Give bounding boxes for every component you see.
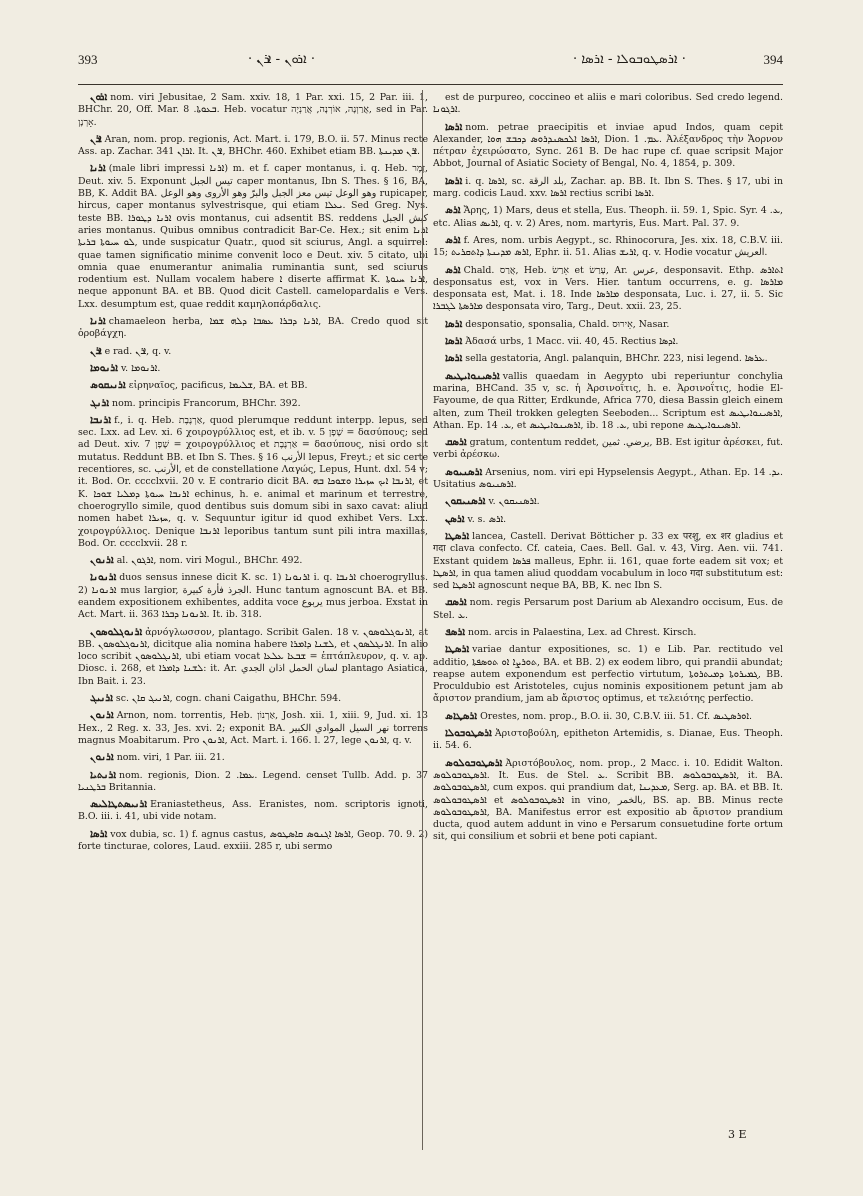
entry-text: Arsenius, nom. viri epi Hypselensis Aegypt., Athan. Ep. ܝܕ. 14. Usitatius ܐܪܣܢܝܘܣ.	[433, 466, 783, 491]
dictionary-entry	[78, 134, 428, 159]
dictionary-entry	[433, 437, 783, 462]
right-column	[433, 92, 783, 1152]
entry-headword: ܐܪܣܛܐܣ	[445, 710, 478, 722]
dictionary-entry	[433, 644, 783, 705]
dictionary-entry	[78, 92, 428, 129]
dictionary-entry	[78, 316, 428, 341]
dictionary-entry	[433, 92, 783, 117]
entry-headword: ܐܪܣ	[445, 205, 461, 217]
page-header	[78, 52, 783, 84]
entry-headword: ܐܪܣ	[445, 234, 461, 246]
dictionary-entry	[433, 514, 783, 526]
entry-text: Ἀριστόβουλος, nom. prop., 2 Macc. i. 10. Edidit Walton. ܐܪܣܛܘܒܘܠܘܣ. It. Eus. de Stel. ܥ. Scribit BB. ܐܪܣܛܘܒܘܠܘܣ, it. BA. ܐܪܣܛܘܒܘܠܘܣ, cum expos. qui prandium dat, ܡܥܕܝܢܐ, Serg. ap. BA. et BB. It. ܐܪܣܛܘܒܘܠܘܣ et ܐܪܣܛܘܒܘܠܘܣ in vino, بالخمر, BS. ap. BB. Minus recte ܐܪܣܛܘܒܘܠܘܣ, BA. Manifestus error est expositio ab ἄριστον prandium ducta, quod autem addunt in vino e Persarum consuetudine forte ortum sit, qui consilium et sobrii et bene poti capiant.	[433, 757, 783, 843]
dictionary-entry	[78, 398, 428, 410]
entry-text: (male libri impressi ܐܪܢܐ) m. et f. caper montanus, i. q. Heb. זֶמֶר, Deut. xiv. 5. Exponunt تيس الجبل caper montanus, Ibn S. Thes. § 16, BA, BB, K. Addit BA. وهو الوعل تيس معز الجبل والبرّ وهو الأروى وهو الوعل rupicaper, hircus, caper montanus sylvestrisque, qui etiam ܝܥܠܐ. Sed Greg. Nys. teste BB. ܐܪܢܐ ܕܛܘܪܐ ovis montanus, cui adsentit BS. reddens كبش الجبل aries montanus. Quibus omnibus contradicit Bar-Ce. Hex.; sit enim ܐܪܢܐ ܠܘ ܚܝܘܬܐ ܒܪܝܬܐ, unde suspicatur Quatr., quod sit sciurus, Angl. a squirrel: quae tamen significatio minime convenit loco e Deut. xiv. 5 citato, ubi omnia quae enumerantur animalia ruminantia sunt, sed sciurus rodentium est. Nullam vocalem habere ܐ diserte affirmat K. ܐܪܢܐ ܚܝܘܬܐ, neque apponunt BA. et BB. Quod dicit Castell. camelopardalis e Vers. Lxx. desumptum est, quae reddit καμηλοπάρδαλις.	[78, 163, 428, 310]
entry-text: nom. regis Persarum post Darium ab Alexandro occisum, Eus. de Stel. ܥ.	[433, 597, 783, 621]
dictionary-entry	[78, 415, 428, 550]
right-page-number: 394	[763, 52, 783, 67]
entry-text: desponsatio, sponsalia, Chald. אֵירוּס, Nasar.	[465, 318, 670, 330]
left-running-head: · ܐܪܘܢ - ܐܪܢ ·	[248, 52, 315, 67]
entry-text: e rad. ܐܪܢ, q. v.	[104, 345, 172, 357]
entry-headword: ܐܪܣ	[445, 264, 461, 276]
entry-headword: ܐܪܢܓ	[90, 397, 110, 409]
entry-headword: ܐܪܢܒܐ	[90, 414, 112, 426]
entry-text: sc. ܐܪܢܝܓ ܩܐܢ, cogn. chani Caigathu, BHChr. 594.	[115, 693, 342, 705]
dictionary-entry	[433, 627, 783, 639]
entry-text: f., i. q. Heb. אַרְנֶבֶת, quod plerumque reddunt interpp. lepus, sed sec. Lxx. ad Lev. xi. 6 χοιρογρύλλιος est, et ib. v. 5 שָׁפָן = δασύπους; sed ad Deut. xiv. 7 שָׁפָן = χοιρογρύλλιος et אַרְנֶבֶת = δασύπους, nisi ordo sit mutatus. Reddunt BB. et Ibn S. Thes. § 16 الأرنب lepus, Freyt.; et sic certe recentiores, sc. الأرنب, et de constellatione Λαγώς, Lepus, Hunt. dxl. 54 v; it. Bod. Or. cccclxvii. 20 v. E contrario dicit BA. ܐܪܢܒܐ ܐܝܟ ܚܙܝܪܐ ܘܫܘܟܐ ܒܗ, et K. ܐܪܢܒܐ ܚܝܘܬܐ ܕܡܠܝܐ ܫܘܟܐ echinus, h. e. animal et marinum et terrestre, choerogryllo simile, quod dentibus suis domum sibi in saxo cavat: aliud nomen habet ܚܙܝܪܐ, q. v. Sequuntur igitur id quod exhibet Vers. Lxx. χοιρογρύλλιος. Denique ܐܪܢܒܐ leporibus tantum sunt pili intra maxillas, Bod. Or. cccclxvii. 28 r.	[78, 414, 428, 549]
dictionary-entry	[78, 346, 428, 358]
dictionary-entry	[433, 758, 783, 844]
dictionary-entry	[78, 770, 428, 795]
entry-text: Aran, nom. prop. regionis, Act. Mart. i. 179, B.O. ii. 57. Minus recte Ass. ap. Zachar. 341 ܐܪܐܢ. It. ܐܪܢ, BHChr. 460. Exhibet etiam BB. ܐܪܢ ܡܕܝܢܬܐ.	[78, 133, 428, 158]
entry-text: lancea, Castell. Derivat Bötticher p. 33 ex परशु, ex शर gladius et गदा clava confecto. Cf. cateia, Caes. Bell. Gal. v. 43, Virg. Aen. vii. 741. Exstant quidem ܦܪܣܐ malleus, Ephr. ii. 161, quae forte eadem sit vox; et ܐܪܣܛܐ, in qua tamen aliud quoddam vocabulum in loco गदा substitutum est: sed ܐܪܣܛܐ agnoscunt neque BA, BB, K. nec Ibn S.	[433, 530, 783, 592]
entry-text: v. ܐܪܣܢܝܩܘܢ.	[488, 496, 540, 508]
dictionary-entry	[78, 163, 428, 311]
dictionary-entry	[78, 363, 428, 375]
entry-text: εἰρηναῖος, pacificus, ܫܠܝܡܐ, BA. et BB.	[128, 380, 308, 392]
entry-headword: ܐܪܣܝܢܘܐܝܛܝܣ	[445, 370, 500, 382]
signature-mark: 3 E	[728, 1128, 747, 1141]
entry-text: Orestes, nom. prop., B.O. ii. 30, C.B.V. iii. 51. Cf. ܐܘܪܣܛܝܣ.	[480, 710, 753, 722]
dictionary-entry	[78, 710, 428, 747]
entry-headword: ܐܪܣܢܝܘܣ	[445, 466, 483, 478]
entry-text: nom. regionis, Dion. ܥܡܐ. 2. Legend. censet Tullb. Add. p. 37 ܒܪܛܢܝܐ Britannia.	[78, 769, 428, 793]
dictionary-entry	[433, 336, 783, 348]
entry-text: vallis quaedam in Aegypto ubi reperiuntur conchylia marina, BHCand. 35 v, sc. ἡ Ἀρσινοΐτις, h. e. Ἀρσινοΐτις, hodie El-Fayoume, de qua Ritter, Erdkunde, Africa 770, diesa Bassin gleich einem alten, zum Theil trokken gelegten Seeboden... Scriptum est ܐܪܣܝܢܘܐܝܛܝܣ, Athan. Ep. ܥ. 14, et ܐܪܣܝܢܘܐܝܛܝܣ, ib. ܥ. 18, ubi repone ܐܪܣܝܢܘܐܝܛܝܣ.	[433, 370, 783, 431]
entry-headword: ܐܪܢܐ	[90, 316, 106, 328]
dictionary-entry	[433, 265, 783, 314]
dictionary-entry	[78, 555, 428, 567]
dictionary-entry	[433, 371, 783, 432]
dictionary-entry	[433, 205, 783, 230]
entry-headword: ܐܪܢ	[90, 345, 102, 357]
entry-text: Eraniastetheus, Ass. Eranistes, nom. scriptoris ignoti, B.O. iii. i. 41, ubi vide notam.	[78, 799, 428, 823]
entry-headword: ܐܪܣܩ	[445, 437, 467, 449]
entry-text: chamaeleon herba, ܐܪܢܐ ܕܒܪܐ ܥܣܒܐ ܕܠܗ ܫܡܐ, BA. Credo quod sit ὀροβάγχη.	[78, 316, 428, 340]
dictionary-entry	[433, 467, 783, 492]
entry-text: f. Ares, nom. urbis Aegypt., sc. Rhinocorura, Jes. xix. 18, C.B.V. iii. 15; ܐܪܣ ܡܕܝܢܬܐ ܕܐܬܩܪܝܬ, Ephr. ii. 51. Alias ܐܪܝܫ, q. v. Hodie vocatur العريش.	[433, 234, 783, 259]
entry-text: est de purpureo, coccineo et aliis e mari coloribus. Sed credo legend. ܐܪܓܘܢܐ.	[433, 92, 783, 116]
entry-text: vox dubia, sc. 1) f. agnus castus, ܐܪܣܐ ܐܓܢܘܣ ܩܐܣܛܘܣ, Geop. 70. 9. 2) forte tincturae, colores, Laud. exxiii. 285 r, ubi sermo	[78, 828, 428, 853]
entry-headword: ܐܪܣܐ	[445, 175, 463, 187]
entry-text: nom. principis Francorum, BHChr. 392.	[112, 397, 301, 409]
entry-headword: ܐܪܣܦ	[445, 626, 466, 638]
header-rule	[78, 84, 783, 85]
entry-text: v. ܐܪܢܘܡܐ.	[120, 362, 161, 374]
dictionary-entry	[78, 829, 428, 854]
entry-headword: ܐܪܣܐ	[445, 353, 463, 365]
dictionary-entry	[433, 353, 783, 365]
column-divider	[422, 90, 423, 1150]
entry-text: duos sensus innese dicit K. sc. 1) ܐܪܢܘܢܐ i. q. ܐܪܢܒܐ choerogryllus. 2) ܐܪܢܘܢܐ mus largior, الجرذ فأرة كبيرة. Hunc tantum agnoscunt BA. et BB. eandem expositionem exhibentes, addita voce يربوع mus jerboa. Exstat in Act. Mart. ii. 363 ܐܪܢܘܢܐ ܕܒܪܐ. It. ib. 318.	[78, 572, 428, 621]
entry-headword: ܐܪܣܛܐ	[445, 530, 470, 542]
entry-headword: ܐܪܣܛܘܒܘܠܘܣ	[445, 757, 503, 769]
entry-text: nom. petrae praecipitis et inviae apud Indos, quam cepit Alexander, ܐܪܣܐ ܐܠܟܣܢܕܪܘܣ ܕܟܒܫ ܗܘܐ, Dion. ܥܡ. 1. Ἀλέξανδρος τὴν Ἄορνον πέτραν ἐχειρώσατο, Sync. 261 B. De hac rupe cf. quae scripsit Major Abbot, Journal of Asiatic Society of Bengal, No. 4, 1854, p. 309.	[433, 121, 783, 170]
entry-headword: ܐܪܢ	[90, 133, 102, 145]
entry-text: Chald. אֲרַס, Heb. אֵרַשׂ et עָרַשׂ, Ar. عرس, desponsavit. Ethp. ܐܬܐܪܣ desponsatus est, vox in Vers. Hier. tantum occurrens, e. g. ܡܐܪܣܐ desponsata est, Mat. i. 18. Inde ܡܐܪܣܐ desponsata, Luc. i. 27, ii. 5. Sic ܡܐܪܣܬܐ ܠܓܒܪܐ desponsata viro, Targ., Deut. xxii. 23, 25.	[433, 264, 783, 313]
dictionary-entry	[433, 728, 783, 753]
entry-text: Arnon, nom. torrentis, Heb. אַרְנוֹן, Josh. xii. 1, xiii. 9, Jud. xi. 13 Hex., 2 Reg. x. 33, Jes. xvi. 2; exponit BA. نهر السيل الموادي الكبير torrens magnus Moabitarum. Pro ܐܪܢܘܢ, Act. Mart. i. 166. l. 27, lege ܐܪܢܘܢ, q. v.	[78, 710, 428, 746]
entry-headword: ܐܪܢܘܢ	[90, 752, 114, 764]
entry-text: Ἀδασά urbs, 1 Macc. vii. 40, 45. Rectius ܐܕܣܐ.	[465, 336, 679, 348]
entry-headword: ܐܪܢܘܢ	[90, 710, 114, 722]
entry-headword: ܐܪܢܬܝܐ	[90, 769, 117, 781]
dictionary-entry	[433, 176, 783, 201]
right-running-head: · ܐܪܣܛܘܒܘܠܐ - ܐܪܣܐ ·	[573, 52, 686, 67]
entry-text: v. s. ܐܪܣ.	[467, 513, 507, 525]
dictionary-entry	[433, 597, 783, 622]
entry-headword: ܐܪܢܝܩܘܣ	[90, 380, 126, 392]
entry-headword: ܐܪܢܐ	[90, 163, 106, 175]
entry-text: Ἄρης, 1) Mars, deus et stella, Eus. Theoph. ii. 59. 1, Spic. Syr. ܥ. 4, etc. Alias ܐܪܝܣ, q. v. 2) Ares, nom. martyris, Eus. Mart. Pal. 37. 9.	[433, 205, 783, 229]
entry-headword: ܐܪܣܛܘܒܘܠܐ	[445, 728, 492, 740]
dictionary-entry	[78, 752, 428, 764]
dictionary-entry	[433, 235, 783, 260]
entry-text: Ἀριστοβούλη, epitheton Artemidis, s. Dianae, Eus. Theoph. ii. 54. 6.	[433, 728, 783, 752]
entry-headword: ܐܪܣܢ	[445, 513, 465, 525]
entry-headword: ܐܪܣܛܐ	[445, 644, 470, 656]
dictionary-entry	[78, 380, 428, 392]
entry-headword: ܐܪܢܝܣܬܛܐܠܝܣ	[90, 799, 148, 811]
dictionary-entry	[433, 122, 783, 171]
entry-headword: ܐܪܣܐ	[445, 336, 463, 348]
entry-headword: ܐܪܢܝܓ	[90, 693, 113, 705]
entry-text: nom. arcis in Palaestina, Lex. ad Chrest. Kirsch.	[468, 626, 697, 638]
entry-headword: ܐܪܘܢ	[90, 92, 108, 103]
entry-headword: ܐܪܣܩ	[445, 597, 467, 609]
entry-headword: ܐܪܢܘܢܐ	[90, 572, 117, 584]
dictionary-entry	[433, 531, 783, 592]
entry-text: ἀρνόγλωσσον, plantago. Scribit Galen. 18 v. ܐܪܢܘܓܠܘܣܘܢ, at BB. ܐܪܢܘܓܠܘܣܘܢ, dicitque alia nomina habere ܠܫܢܐ ܕܐܡܪܐ, et ܐܪܢܓܠܣܘܢ. In alio loco scribit ܐܪܢܓܠܘܣܘܢ, ubi etiam vocat ܫܒܥܐ ܥܠܥܐ = ἑπτάπλευρον, q. v. ap. Diosc. i. 268, et ܠܫܢܐ ܕܐܡܪܐ: it. Ar. لسان الحمل اذان الجدي plantago Asiatica, Ibn Bait. i. 23.	[78, 626, 428, 687]
dictionary-entry	[78, 799, 428, 824]
entry-text: sella gestatoria, Angl. palanquin, BHChr. 223, nisi legend. ܥܪܣܐ.	[465, 353, 768, 365]
entry-headword: ܐܪܣܐ	[90, 828, 108, 840]
entry-headword: ܐܪܢܘܡܐ	[90, 362, 118, 374]
entry-text: variae dantur expositiones, sc. 1) e Lib. Par. rectitudo vel additio, ܬܘܪܨܐ ܐܘ ܬܘܣܦܬܐ, BA. et BB. 2) ex eodem libro, qui prandii abundat; reapse autem exponendum est perfectio virtutum, ܓܡܝܪܘܬܐ ܕܡܝܬܪܘܬܐ, BB. Proculdubio est Aristoteles, cujus nominis expositionem petunt jam ab ἄριστον prandium, jam ab ἄριστος optimus, et τελειότης perfectio.	[433, 644, 783, 705]
entry-text: i. q. ܐܪܣܐ, sc. بلد الرقة, Zachar. ap. BB. It. Ibn S. Thes. § 17, ubi in marg. codicis Laud. xxv. ܐܪܣܐ rectius scribi ܐܪܣܐ.	[433, 175, 783, 200]
entry-text: gratum, contentum reddet, يرضي. ثمين, BB. Est igitur ἀρέσκει, fut. verbi ἀρέσκω.	[433, 437, 783, 461]
entry-text: nom. viri Jebusitae, 2 Sam. xxiv. 18, 1 Par. xxi. 15, 2 Par. iii. 1, BHChr. 20, Off. Mar. ܒܥܘܬܐ. 8. Heb. vocatur אֲרַוְנָה, אוֹרְנָה, אֲרַנְיָה, sed in Par. אָרְנָן.	[78, 92, 428, 128]
left-column	[78, 92, 428, 1152]
dictionary-entry	[78, 572, 428, 621]
entry-headword: ܐܪܣܢܝܩܘܢ	[445, 496, 486, 508]
entry-text: al. ܐܪܓܘܢ, nom. viri Mogul., BHChr. 492.	[116, 555, 303, 567]
dictionary-entry	[433, 711, 783, 723]
entry-headword: ܐܪܢܘܓܠܘܣܘܢ	[90, 626, 143, 638]
dictionary-entry	[433, 496, 783, 508]
entry-headword: ܐܪܢܘܢ	[90, 555, 114, 567]
entry-text: nom. viri, 1 Par. iii. 21.	[116, 752, 225, 764]
dictionary-entry	[433, 319, 783, 331]
entry-headword: ܐܪܣܐ	[445, 121, 463, 133]
entry-headword: ܐܪܣܐ	[445, 318, 463, 330]
dictionary-entry	[78, 627, 428, 688]
left-page-number: 393	[78, 52, 98, 67]
dictionary-entry	[78, 693, 428, 705]
